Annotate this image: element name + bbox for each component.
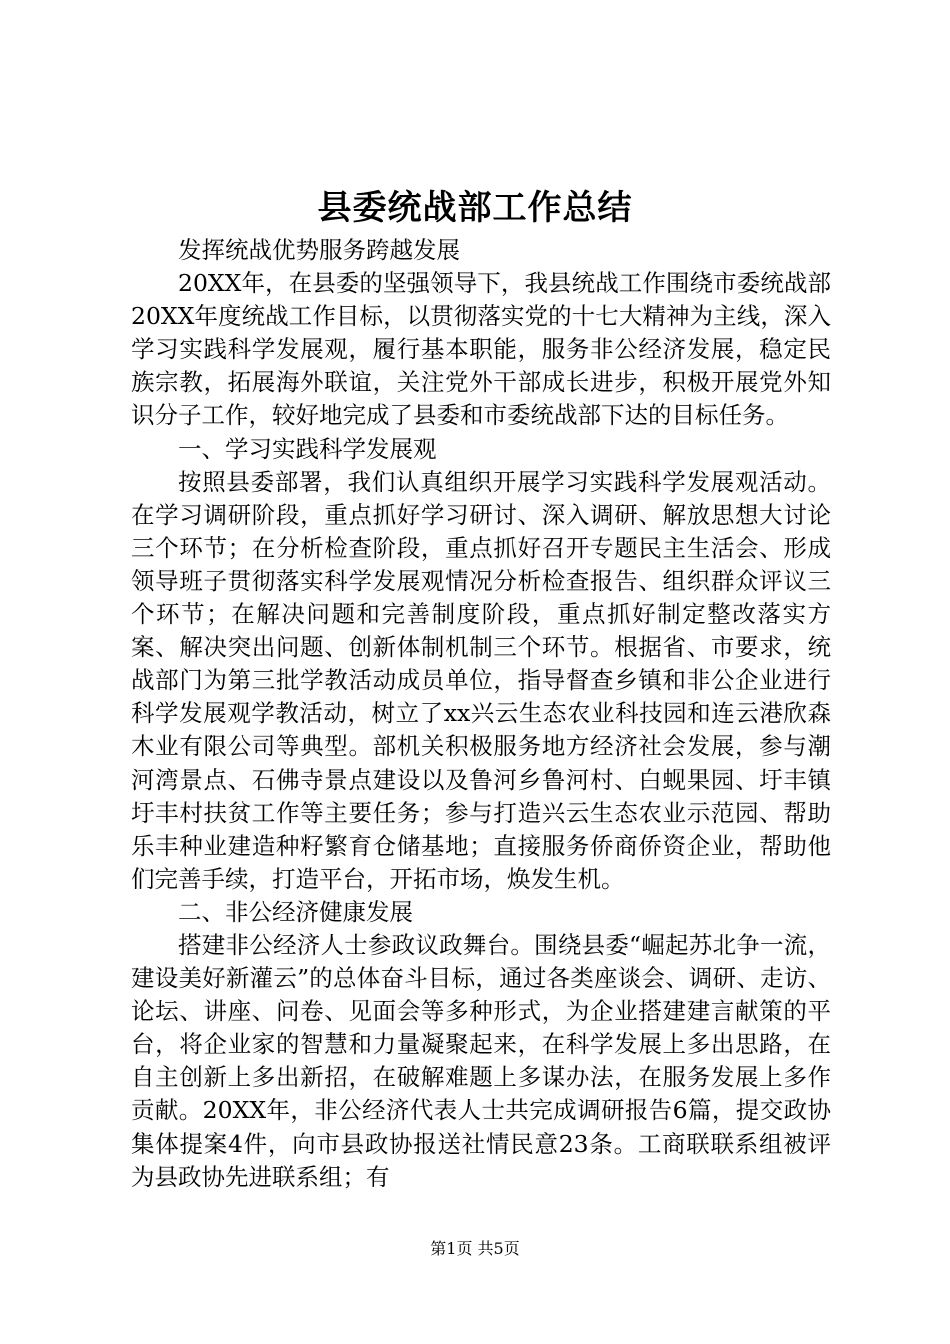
document-body — [131, 234, 831, 1194]
intro-paragraph: 20XX年，在县委的坚强领导下，我县统战工作围绕市委统战部20XX年度统战工作目标，以贯彻落实党的十七大精神为主线，深入学习实践科学发展观，履行基本职能，服务非公经济发展，稳定民族宗教，拓展海外联谊，关注党外干部成长进步，积极开展党外知识分子工作，较好地完成了县委和市委统战部下达的目标任务。 — [131, 269, 831, 430]
subtitle-paragraph: 发挥统战优势服务跨越发展 — [178, 236, 460, 264]
section-2-paragraph: 搭建非公经济人士参政议政舞台。围绕县委“崛起苏北争一流，建设美好新灌云”的总体奋斗目标，通过各类座谈会、调研、走访、论坛、讲座、问卷、见面会等多种形式，为企业搭建建言献策的平台，将企业家的智慧和力量凝聚起来，在科学发展上多出思路，在自主创新上多出新招，在破解难题上多谋办法，在服务发展上多作贡献。20XX年，非公经济代表人士共完成调研报告6篇，提交政协集体提案4件，向市县政协报送社情民意23条。工商联联系组被评为县政协先进联系组；有 — [131, 930, 831, 1191]
section-1-paragraph: 按照县委部署，我们认真组织开展学习实践科学发展观活动。在学习调研阶段，重点抓好学习研讨、深入调研、解放思想大讨论三个环节；在分析检查阶段，重点抓好召开专题民主生活会、形成领导班子贯彻落实科学发展观情况分析检查报告、组织群众评议三个环节；在解决问题和完善制度阶段，重点抓好制定整改落实方案、解决突出问题、创新体制机制三个环节。根据省、市要求，统战部门为第三批学教活动成员单位，指导督查乡镇和非公企业进行科学发展观学教活动，树立了xx兴云生态农业科技园和连云港欣森木业有限公司等典型。部机关积极服务地方经济社会发展，参与潮河湾景点、石佛寺景点建设以及鲁河乡鲁河村、白蚬果园、圩丰镇圩丰村扶贫工作等主要任务；参与打造兴云生态农业示范园、帮助乐丰种业建造种籽繁育仓储基地；直接服务侨商侨资企业，帮助他们完善手续，打造平台，开拓市场，焕发生机。 — [131, 467, 831, 893]
section-heading-2: 二、非公经济健康发展 — [178, 897, 413, 926]
document-title: 县委统战部工作总结 — [317, 188, 633, 228]
section-heading-1: 一、学习实践科学发展观 — [178, 434, 437, 463]
page-footer: 第1页 共5页 — [430, 1239, 520, 1258]
